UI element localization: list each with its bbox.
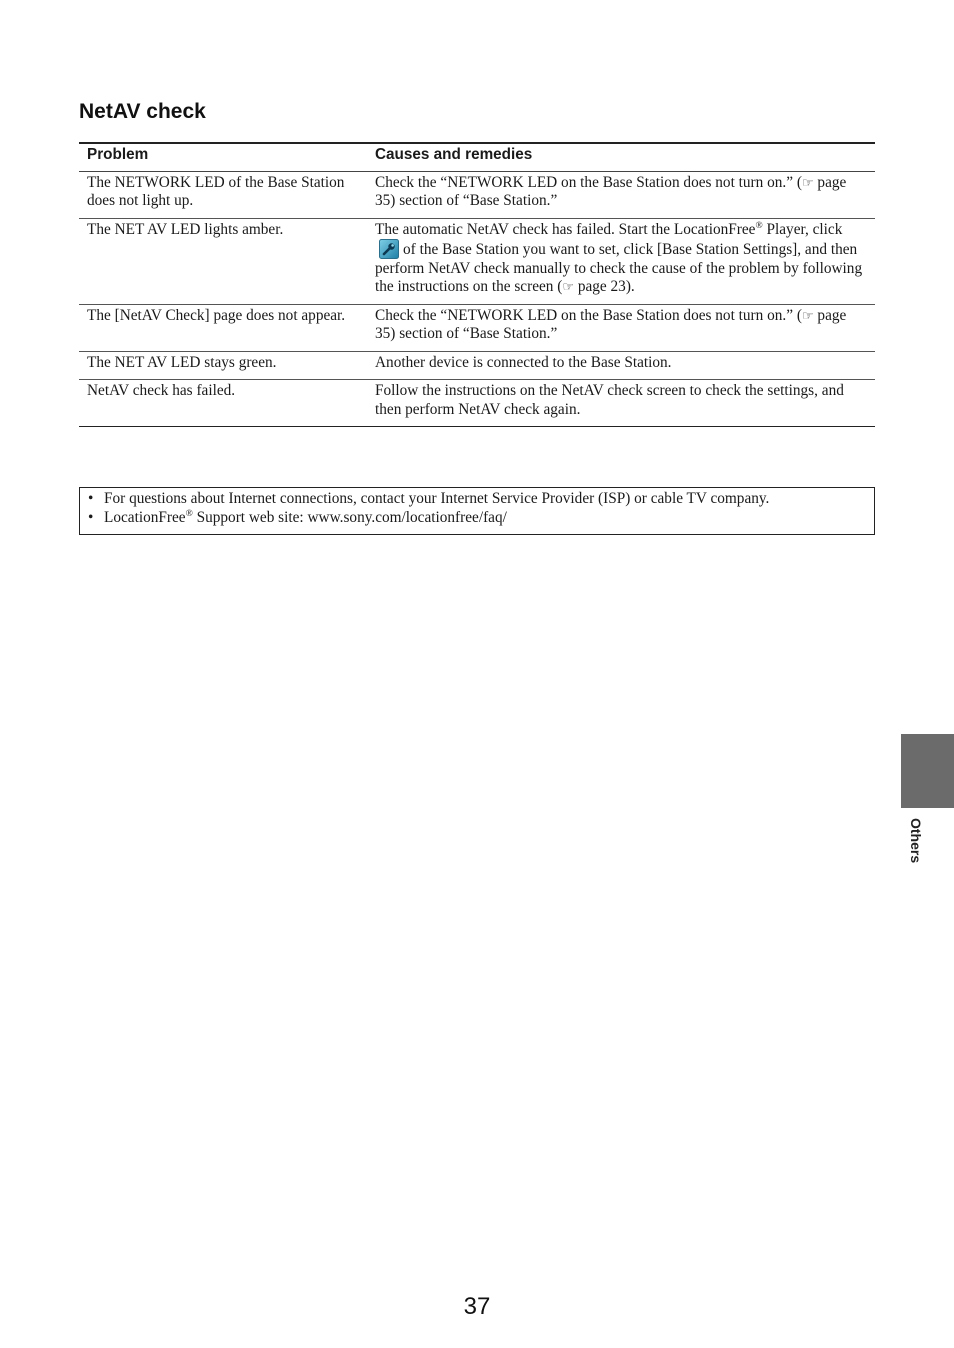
problem-cell: The NETWORK LED of the Base Station does not light up. (79, 171, 367, 218)
table-row (79, 351, 875, 380)
remedy-cell: Check the “NETWORK LED on the Base Station does not turn on.” (☞ page 35) section of “Base Station.” (367, 304, 875, 351)
remedy-cell: Another device is connected to the Base Station. (367, 351, 875, 380)
problem-cell: NetAV check has failed. (79, 380, 367, 427)
table-row (79, 218, 875, 304)
wrench-icon (379, 239, 399, 259)
section-side-tab (901, 734, 954, 808)
column-header-remedies: Causes and remedies (367, 143, 875, 171)
problem-cell: The NET AV LED lights amber. (79, 218, 367, 304)
column-header-problem: Problem (79, 143, 367, 171)
section-heading: NetAV check (79, 100, 206, 123)
page-ref-icon: ☞ (801, 307, 814, 323)
note-item: • For questions about Internet connections, contact your Internet Service Provider (ISP) or cable TV company. (88, 490, 770, 507)
registered-mark: ® (755, 220, 763, 231)
note-item: • LocationFree® Support web site: www.sony.com/locationfree/faq/ (88, 508, 507, 526)
table-header-row (79, 143, 875, 171)
page-ref-icon: ☞ (562, 279, 574, 294)
registered-mark: ® (185, 508, 193, 519)
remedy-cell: Follow the instructions on the NetAV check screen to check the settings, and then perform NetAV check again. (367, 380, 875, 427)
problem-cell: The [NetAV Check] page does not appear. (79, 304, 367, 351)
page-ref-icon: ☞ (801, 174, 814, 190)
bullet: • (88, 508, 94, 526)
troubleshooting-table (79, 142, 875, 427)
table-row (79, 304, 875, 351)
table-row (79, 380, 875, 427)
side-tab-label: Others (908, 818, 924, 864)
problem-cell: The NET AV LED stays green. (79, 351, 367, 380)
table-row (79, 171, 875, 218)
remedy-cell: Check the “NETWORK LED on the Base Station does not turn on.” (☞ page 35) section of “Base Station.” (367, 171, 875, 218)
page-number: 37 (463, 1293, 491, 1320)
notes-box (79, 487, 875, 535)
notes-list (80, 488, 874, 527)
remedy-cell: The automatic NetAV check has failed. Start the LocationFree® Player, clickof the Base Station you want to set, click [Base Station Settings], and then perform NetAV check manually to check the cause of the problem by following the instructions on the screen (☞ page 23). (367, 218, 875, 304)
bullet: • (88, 490, 94, 507)
